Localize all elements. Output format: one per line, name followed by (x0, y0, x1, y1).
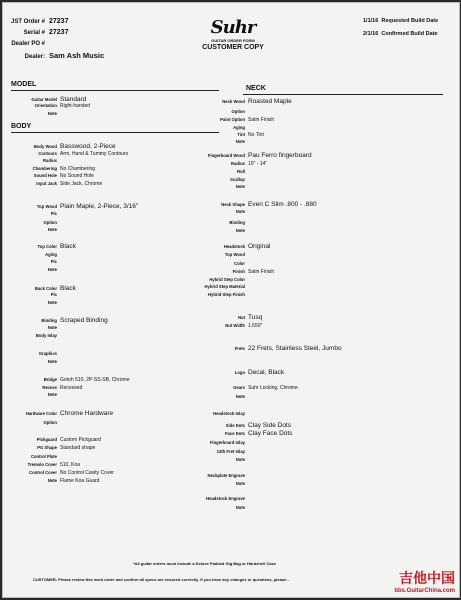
left-spec-value: Right-handed (60, 103, 91, 109)
left-spec-row (7, 252, 60, 257)
right-spec-row (199, 117, 274, 123)
right-spec-label: Finish (232, 269, 245, 274)
left-spec-label: Binding (41, 318, 57, 323)
left-spec-row (7, 351, 60, 356)
right-spec-value: Original (248, 243, 271, 250)
suhr-logo: Suhr (210, 17, 256, 38)
right-spec-label: Note (235, 139, 245, 144)
left-spec-row (7, 111, 60, 116)
right-spec-row (199, 161, 267, 167)
right-spec-value: 22 Frets, Stainless Steel, Jumbo (248, 345, 342, 352)
right-spec-value: 10" - 14" (248, 161, 268, 167)
left-spec-value: Black (60, 285, 76, 292)
serial-value: 27237 (49, 29, 69, 36)
right-spec-row (199, 449, 248, 454)
right-spec-label: 12th Fret Inlay (216, 449, 245, 454)
left-spec-label: Bridge (43, 377, 57, 382)
dealer-po-line (11, 40, 49, 47)
left-spec-label: Guitar Model (31, 97, 57, 102)
left-spec-label: Note (47, 111, 57, 116)
left-spec-row (7, 420, 60, 425)
left-spec-label: Body Wood (33, 144, 57, 149)
right-spec-row (199, 132, 264, 138)
right-spec-label: Headstock Engrave (206, 496, 245, 501)
left-spec-label: Pic (50, 211, 57, 216)
right-spec-label: Roll (237, 169, 245, 174)
right-spec-label: Fingerboard Inlay (209, 440, 245, 445)
body-heading: BODY (11, 123, 32, 130)
right-spec-row (199, 177, 248, 182)
right-spec-row (199, 169, 248, 174)
right-spec-row (199, 440, 248, 445)
left-spec-row (7, 151, 128, 157)
left-spec-label: Orientation (34, 103, 57, 108)
left-spec-row (7, 392, 60, 397)
left-spec-value: Recessed (60, 385, 83, 391)
dealer-label: Dealer: (24, 54, 45, 60)
right-spec-label: Note (235, 394, 245, 399)
right-spec-label: Face Dots (224, 431, 245, 436)
left-spec-value: Custom Pickguard (60, 437, 101, 443)
watermark-url: bbs.GuitarChina.com (394, 588, 455, 594)
jst-order-value: 27237 (49, 18, 69, 25)
right-spec-label: Note (235, 481, 245, 486)
right-spec-value: Roasted Maple (248, 98, 292, 105)
right-spec-row (199, 369, 284, 376)
left-spec-value: Standard shape (60, 445, 96, 451)
confirmed-date-line (363, 31, 438, 37)
left-spec-row (7, 325, 60, 330)
right-spec-value: Even C Slim .800 - .880 (248, 201, 317, 208)
right-spec-row (199, 481, 248, 486)
right-spec-value: 1.650" (248, 323, 263, 329)
right-spec-row (199, 252, 248, 257)
left-spec-value: Scraped Binding (60, 317, 108, 324)
right-spec-row (199, 184, 248, 189)
right-spec-label: Logo (234, 370, 245, 375)
left-spec-label: Hardware Color (25, 411, 57, 416)
left-spec-row (7, 359, 60, 364)
left-spec-label: Note (47, 478, 57, 483)
right-spec-row (199, 220, 248, 225)
right-spec-row (199, 385, 298, 391)
right-spec-value: Satin Finish (248, 117, 275, 123)
right-spec-row (199, 345, 342, 352)
right-spec-label: Hybrid Step Material (204, 284, 245, 289)
right-spec-row (199, 457, 248, 462)
right-spec-label: Option (231, 109, 245, 114)
left-spec-value: 510, Koa (60, 462, 81, 468)
watermark (394, 568, 455, 594)
right-spec-value: Pau Ferro fingerboard (248, 152, 312, 159)
right-spec-row (199, 243, 270, 250)
dealer-po-label: Dealer PO # (11, 41, 45, 47)
left-spec-value: Arm, Hand & Tummy Contours (60, 151, 129, 157)
left-spec-row (7, 220, 60, 225)
right-spec-label: Note (235, 184, 245, 189)
left-spec-value: No Sound Hole (60, 173, 94, 179)
right-spec-value: No Tint (248, 132, 264, 138)
left-spec-row (7, 143, 116, 150)
copy-title: CUSTOMER COPY (202, 44, 264, 51)
left-spec-row (7, 292, 60, 297)
right-spec-row (199, 277, 248, 282)
footer-customer: CUSTOMER: Please review this work order and confirm all specs are ensured correctly. If you have any changes or questions, please... (33, 577, 290, 582)
left-spec-value: Chrome Hardware (60, 410, 114, 417)
right-spec-row (199, 496, 248, 501)
requested-date-line (363, 18, 438, 24)
left-spec-label: Note (47, 392, 57, 397)
right-spec-value: Clay Face Dots (248, 430, 293, 437)
left-spec-label: Note (47, 227, 57, 232)
right-spec-label: Scallop (230, 177, 245, 182)
left-spec-label: Control Cover (29, 470, 57, 475)
left-spec-label: Control Plate (30, 454, 57, 459)
right-spec-label: Headstock Inlay (213, 411, 245, 416)
left-spec-row (7, 103, 90, 109)
left-spec-row (7, 445, 95, 451)
model-rule (11, 90, 219, 91)
right-spec-label: Radius (231, 161, 245, 166)
left-spec-row (7, 203, 138, 210)
right-spec-label: Note (235, 505, 245, 510)
right-spec-label: Headstock (223, 244, 245, 249)
left-spec-row (7, 173, 94, 179)
right-spec-label: Neckplate Engrave (207, 473, 245, 478)
left-spec-row (7, 410, 113, 417)
left-spec-row (7, 470, 114, 476)
right-spec-row (199, 125, 248, 130)
right-spec-row (199, 314, 262, 321)
right-spec-row (199, 292, 248, 297)
right-spec-label: Note (235, 209, 245, 214)
right-spec-row (199, 152, 312, 159)
left-spec-label: Body Inlay (35, 333, 57, 338)
right-spec-value: Clay Side Dots (248, 422, 291, 429)
right-spec-row (199, 98, 292, 105)
left-spec-value: No Control Cavity Cover (60, 470, 114, 476)
right-spec-value: Decal, Black (248, 369, 285, 376)
left-spec-row (7, 333, 60, 338)
right-spec-label: Paint Option (220, 117, 245, 122)
right-spec-value: Tusq (248, 314, 263, 321)
left-spec-label: Back Color (34, 286, 57, 291)
left-spec-value: Side Jack, Chrome (60, 181, 103, 187)
left-spec-label: Tremolo Cover (27, 462, 57, 467)
left-spec-row (7, 285, 76, 292)
dealer-value: Sam Ash Music (49, 51, 105, 60)
left-spec-value: Standard (60, 96, 87, 103)
left-spec-row (7, 96, 86, 103)
left-spec-label: Pickguard (36, 437, 57, 442)
right-spec-label: Side Dots (225, 423, 245, 428)
requested-date: 1/1/16 (363, 18, 379, 24)
left-spec-row (7, 300, 60, 305)
left-spec-value: Plain Maple, 2-Piece, 3/16" (60, 203, 139, 210)
left-spec-row (7, 478, 99, 484)
left-spec-label: PG Shape (37, 445, 57, 450)
left-spec-row (7, 211, 60, 216)
left-spec-row (7, 267, 60, 272)
right-spec-label: Hybrid Step Color (209, 277, 245, 282)
right-spec-label: Gears (233, 385, 245, 390)
left-spec-label: Sound Hole (33, 173, 57, 178)
left-spec-label: Note (47, 267, 57, 272)
right-spec-row (199, 201, 317, 208)
left-spec-row (7, 166, 95, 172)
requested-label: Requested Build Date (381, 18, 439, 24)
body-rule (11, 132, 219, 133)
left-spec-row (7, 227, 60, 232)
left-spec-label: Radius (43, 158, 57, 163)
left-spec-label: Note (47, 325, 57, 330)
right-spec-row (199, 139, 248, 144)
confirmed-label: Confirmed Build Date (381, 31, 438, 37)
right-spec-label: Top Wood (224, 252, 245, 257)
left-spec-row (7, 377, 129, 383)
order-form-sheet (2, 2, 460, 598)
left-spec-row (7, 437, 101, 443)
right-spec-label: Neck Shape (221, 202, 245, 207)
right-spec-row (199, 209, 248, 214)
left-spec-row (7, 181, 102, 187)
left-spec-label: Top Color (37, 244, 57, 249)
left-spec-row (7, 317, 108, 324)
left-spec-label: Note (47, 359, 57, 364)
left-spec-row (7, 462, 80, 468)
confirmed-date: 2/1/16 (363, 31, 379, 37)
right-spec-label: Neck Wood (222, 99, 245, 104)
left-spec-label: Input Jack (36, 181, 57, 186)
right-spec-row (199, 422, 291, 429)
left-spec-label: Graphics (38, 351, 57, 356)
suhr-logo-block (200, 17, 266, 51)
right-spec-row (199, 394, 248, 399)
serial-label: Serial # (23, 30, 45, 36)
left-spec-row (7, 385, 82, 391)
left-spec-label: Recess (42, 385, 57, 390)
jst-order-line (11, 18, 68, 25)
neck-heading: NECK (246, 85, 266, 92)
left-spec-row (7, 243, 76, 250)
right-spec-row (199, 430, 292, 437)
left-spec-row (7, 158, 60, 163)
right-spec-label: Tint (237, 132, 245, 137)
right-spec-row (199, 284, 248, 289)
left-spec-label: Option (43, 420, 57, 425)
left-spec-value: Gotoh 510, 2P-SS-SB, Chrome (60, 377, 130, 383)
left-spec-label: Option (43, 220, 57, 225)
right-spec-label: Nut Width (225, 323, 245, 328)
right-spec-label: Note (235, 457, 245, 462)
left-spec-label: Chambering (32, 166, 57, 171)
left-spec-value: Basswood, 2-Piece (60, 143, 116, 150)
left-spec-value: Black (60, 243, 76, 250)
right-spec-row (199, 505, 248, 510)
right-spec-row (199, 261, 248, 266)
left-spec-row (7, 259, 60, 264)
right-spec-row (199, 228, 248, 233)
watermark-cn: 吉他中国 (399, 571, 455, 587)
right-spec-row (199, 411, 248, 416)
right-spec-label: Nut (238, 315, 245, 320)
neck-rule (243, 94, 443, 95)
jst-order-label: JST Order # (11, 19, 46, 25)
left-spec-value: No Chambering (60, 166, 96, 172)
dealer-line (11, 51, 104, 60)
footer-note: *All guitar orders must include a Deluxe Padded Gig Bag or Hardshell Case (133, 561, 276, 566)
left-spec-label: Top Wood (36, 204, 57, 209)
left-spec-label: Pic (50, 259, 57, 264)
left-spec-row (7, 454, 60, 459)
left-spec-label: Aging (45, 252, 57, 257)
right-spec-label: Hybrid Step Finish (208, 292, 245, 297)
right-spec-row (199, 323, 262, 329)
right-spec-row (199, 473, 248, 478)
model-heading: MODEL (11, 81, 37, 88)
left-spec-label: Contours (38, 151, 57, 156)
form-title: GUITAR ORDER FORM (211, 38, 255, 43)
left-spec-value: Flame Koa Guard (60, 478, 100, 484)
right-spec-row (199, 109, 248, 114)
serial-line (11, 29, 68, 36)
right-spec-label: Note (235, 228, 245, 233)
right-spec-label: Aging (233, 125, 245, 130)
right-spec-value: Satin Finish (248, 269, 275, 275)
right-spec-row (199, 269, 274, 275)
right-spec-value: Suhr Locking, Chrome (248, 385, 298, 391)
right-spec-label: Fingerboard Wood (207, 153, 245, 158)
left-spec-label: Note (47, 300, 57, 305)
right-spec-label: Color (234, 261, 245, 266)
right-spec-label: Binding (229, 220, 245, 225)
right-spec-label: Frets (234, 346, 245, 351)
left-spec-label: Pic (50, 292, 57, 297)
